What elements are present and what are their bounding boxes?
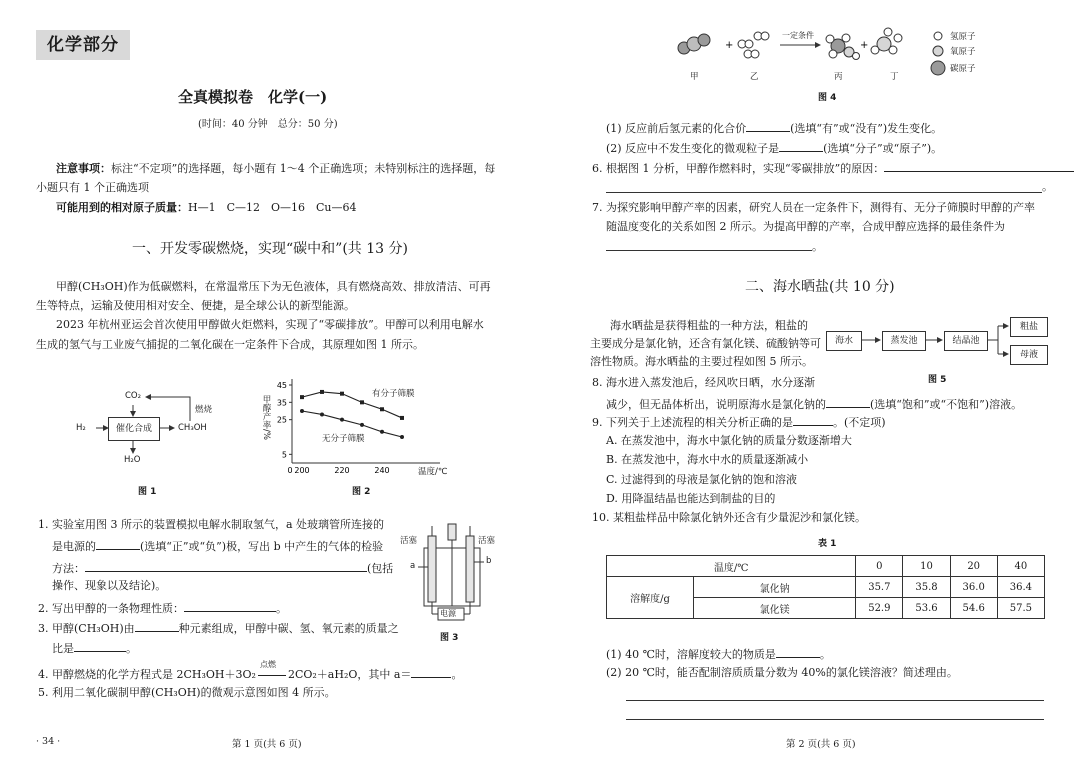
legend-oxygen: 氧原子 xyxy=(950,47,976,57)
notice-line1: 注意事项：标注“不定项”的选择题，每小题有 1～4 个正确选项；未特别标注的选择题，每 xyxy=(56,162,496,175)
q5-1: (1) 反应前后氢元素的化合价 (选填“有”或“没有”)发生变化。 xyxy=(606,122,943,135)
q6: 6. 根据图 1 分析，甲醇作燃料时，实现“零碳排放”的原因： xyxy=(592,160,1074,176)
table1-caption: 表 1 xyxy=(818,539,837,549)
notice-line2: 小题只有 1 个正确选项 xyxy=(36,181,149,194)
fig3-caption: 图 3 xyxy=(440,633,459,643)
table-header-temp: 20 xyxy=(950,556,997,577)
answer-blank-q9[interactable] xyxy=(793,414,833,426)
table-cell: 57.5 xyxy=(997,598,1044,619)
option-c[interactable]: C. 过滤得到的母液是氯化钠的饱和溶液 xyxy=(606,473,798,486)
answer-line-q10-2b[interactable] xyxy=(626,719,1044,720)
table-row-label: 溶解度/g xyxy=(607,577,694,619)
chart-y-tick-label: 35 xyxy=(276,398,287,408)
q9: 9. 下列关于上述流程的相关分析正确的是 。(不定项) xyxy=(592,416,886,429)
q5: 5. 利用二氧化碳制甲醇(CH₃OH)的微观示意图如图 4 所示。 xyxy=(38,686,336,699)
right-footer: 第 2 页(共 6 页) xyxy=(786,739,856,750)
chart-xlabel: 温度/℃ xyxy=(418,467,448,477)
chart-point xyxy=(300,395,304,399)
chart-y-tick-label: 5 xyxy=(281,450,287,460)
fig3-b: b xyxy=(486,556,492,566)
flow-evaporation-pond: 蒸发池 xyxy=(882,331,926,351)
table-header-label: 温度/℃ xyxy=(607,556,856,577)
chart-point xyxy=(380,407,384,411)
q7-period: 。 xyxy=(812,240,823,253)
table-cell: 36.0 xyxy=(950,577,997,598)
para2-line2: 生成的氢气与工业废气捕捉的二氧化碳在一定条件下合成，其原理如图 1 所示。 xyxy=(36,338,424,351)
answer-blank-q1a[interactable] xyxy=(96,538,140,550)
svg-text:+: + xyxy=(725,40,734,51)
atomic-mass: 可能用到的相对原子质量：H—1 C—12 O—16 Cu—64 xyxy=(56,201,357,214)
section1-heading: 一、开发零碳燃烧，实现“碳中和”(共 13 分) xyxy=(132,241,408,257)
flow-mother-liquor: 母液 xyxy=(1010,345,1048,365)
flow-crude-salt: 粗盐 xyxy=(1010,317,1048,337)
fig4-caption: 图 4 xyxy=(818,93,837,103)
table-header-temp: 0 xyxy=(856,556,903,577)
table-cell: 53.6 xyxy=(903,598,950,619)
answer-blank-q8[interactable] xyxy=(826,396,870,408)
fig1-co2: CO₂ xyxy=(125,391,142,401)
answer-blank-q6a[interactable] xyxy=(884,160,1074,172)
fig4-yi: 乙 xyxy=(750,72,759,82)
q6-period: 。 xyxy=(1042,180,1053,193)
option-a[interactable]: A. 在蒸发池中，海水中氯化钠的质量分数逐渐增大 xyxy=(606,434,852,447)
fig3-valve-left: 活塞 xyxy=(400,536,418,546)
para1-line1: 甲醇(CH₃OH)作为低碳燃料，在常温常压下为无色液体，具有燃烧高效、排放清洁、可再 xyxy=(56,280,491,293)
table-header-temp: 10 xyxy=(903,556,950,577)
chart-point xyxy=(380,430,384,434)
q8-line2: 减少，但无晶体析出，说明原海水是氯化钠的 (选填“饱和”或“不饱和”)溶液。 xyxy=(606,398,1023,411)
fig1-burn: 燃烧 xyxy=(195,405,213,415)
para3-line3: 溶性物质。海水晒盐的主要过程如图 5 所示。 xyxy=(590,355,813,368)
table-row xyxy=(607,577,1045,598)
q10: 10. 某粗盐样品中除氯化钠外还含有少量泥沙和氯化镁。 xyxy=(592,511,866,524)
answer-blank-q3a[interactable] xyxy=(135,620,179,632)
chart-point xyxy=(320,390,324,394)
fig1-catalysis-box: 催化合成 xyxy=(108,417,160,441)
answer-line-q7[interactable] xyxy=(606,250,812,251)
answer-blank-q2[interactable] xyxy=(184,600,276,612)
exam-title: 全真模拟卷 化学(一) xyxy=(178,88,328,106)
q1-line1: 1. 实验室用图 3 所示的装置模拟电解水制取氢气，a 处玻璃管所连接的 xyxy=(38,518,385,531)
chart-x-tick-label: 220 xyxy=(334,466,350,475)
fig1-h2o: H₂O xyxy=(124,455,141,465)
chart-y-tick-label: 25 xyxy=(276,415,287,425)
table-cell: 35.7 xyxy=(856,577,903,598)
fig1-caption: 图 1 xyxy=(138,487,157,497)
chart-point xyxy=(300,409,304,413)
series-label-with: 有分子筛膜 xyxy=(372,389,415,399)
answer-blank-q10-1[interactable] xyxy=(776,646,820,658)
chart-y-tick-label: 45 xyxy=(276,381,287,390)
fig3-power: 电源 xyxy=(440,609,456,618)
chart-point xyxy=(400,416,404,420)
figure-2-chart xyxy=(260,375,460,480)
page-number: · 34 · xyxy=(36,736,61,747)
fig4-jia: 甲 xyxy=(690,72,699,82)
left-footer: 第 1 页(共 6 页) xyxy=(232,739,302,750)
chart-point xyxy=(340,418,344,422)
q8-line1: 8. 海水进入蒸发池后，经风吹日晒，水分逐渐 xyxy=(592,376,815,389)
table-substance: 氯化镁 xyxy=(694,598,856,619)
q10-2: (2) 20 ℃时，能否配制溶质质量分数为 40%的氯化镁溶液？简述理由。 xyxy=(606,666,958,679)
chart-x-tick-label: 240 xyxy=(374,466,390,475)
para3-line2: 主要成分是氯化钠，还含有氯化镁、硫酸钠等可 xyxy=(590,337,821,350)
section-badge: 化学部分 xyxy=(36,30,130,60)
fig3-a: a xyxy=(410,561,416,571)
fig1-h2: H₂ xyxy=(76,423,86,433)
flow-seawater: 海水 xyxy=(826,331,862,351)
answer-blank-q5-1[interactable] xyxy=(746,120,790,132)
q4: 4. 甲醇燃烧的化学方程式是 2CH₃OH＋3O₂ 点燃 2CO₂＋aH₂O，其中 a＝ 。 xyxy=(38,660,463,681)
fig1-ch3oh: CH₃OH xyxy=(178,423,207,433)
chart-point xyxy=(340,392,344,396)
series-label-without: 无分子筛膜 xyxy=(322,434,365,444)
answer-blank-q3b[interactable] xyxy=(74,640,126,652)
answer-blank-q5-2[interactable] xyxy=(779,140,823,152)
fig5-caption: 图 5 xyxy=(928,375,947,385)
chart-point xyxy=(400,435,404,439)
q7-line1: 7. 为探究影响甲醇产率的因素，研究人员在一定条件下，测得有、无分子筛膜时甲醇的产率 xyxy=(592,201,1035,214)
chart-x-tick-label: 200 xyxy=(294,466,310,475)
q10-1: (1) 40 ℃时，溶解度较大的物质是 。 xyxy=(606,648,831,661)
figure-1 xyxy=(70,385,250,485)
option-d[interactable]: D. 用降温结晶也能达到制盐的目的 xyxy=(606,492,776,505)
table-cell: 35.8 xyxy=(903,577,950,598)
legend-hydrogen: 氢原子 xyxy=(950,32,976,42)
q3-line2: 比是 。 xyxy=(52,642,137,655)
flow-crystallization-pond: 结晶池 xyxy=(944,331,988,351)
chart-x-tick-label: 0 xyxy=(287,466,293,475)
table-cell: 54.6 xyxy=(950,598,997,619)
legend-carbon: 碳原子 xyxy=(950,64,976,74)
table-cell: 36.4 xyxy=(997,577,1044,598)
fig4-ding: 丁 xyxy=(890,72,899,82)
table-cell: 52.9 xyxy=(856,598,903,619)
chart-point xyxy=(360,423,364,427)
time-info: (时间：40 分钟 总分：50 分) xyxy=(198,119,338,130)
q1-line3: 方法： (包括 xyxy=(52,562,394,575)
answer-blank-q4[interactable] xyxy=(411,666,451,678)
para3-line1: 海水晒盐是获得粗盐的一种方法，粗盐的 xyxy=(610,319,808,332)
para1-line2: 生等特点，运输及使用相对安全、便捷，是全球公认的新型能源。 xyxy=(36,299,355,312)
answer-blank-q1b[interactable] xyxy=(85,560,367,572)
fig4-bing: 丙 xyxy=(834,72,843,82)
figure-3 xyxy=(398,518,508,626)
q1-line2: 是电源的 (选填“正”或“负”)极，写出 b 中产生的气体的检验 xyxy=(52,540,384,553)
q7-line2: 随温度变化的关系如图 2 所示。为提高甲醇的产率，合成甲醇应选择的最佳条件为 xyxy=(606,220,1005,233)
figure-4 xyxy=(670,24,990,94)
answer-line-q10-2a[interactable] xyxy=(626,700,1044,701)
fig4-condition: 一定条件 xyxy=(782,31,814,40)
q5-2: (2) 反应中不发生变化的微观粒子是 (选填“分子”或“原子”)。 xyxy=(606,142,943,155)
option-b[interactable]: B. 在蒸发池中，海水中水的质量逐渐减小 xyxy=(606,453,809,466)
solubility-table xyxy=(606,555,1045,619)
q3-line1: 3. 甲醇(CH₃OH)由 种元素组成，甲醇中碳、氢、氧元素的质量之 xyxy=(38,622,399,635)
q2: 2. 写出甲醇的一条物理性质： 。 xyxy=(38,602,287,615)
svg-text:+: + xyxy=(860,40,869,51)
table-row xyxy=(607,556,1045,577)
fig3-valve-right: 活塞 xyxy=(478,536,496,546)
fig2-caption: 图 2 xyxy=(352,487,371,497)
chart-point xyxy=(360,400,364,404)
table-substance: 氯化钠 xyxy=(694,577,856,598)
answer-line-q6b[interactable] xyxy=(606,192,1042,193)
chart-point xyxy=(320,412,324,416)
chart-ylabel: 甲醇产率/% xyxy=(261,395,271,440)
para2-line1: 2023 年杭州亚运会首次使用甲醇做火炬燃料，实现了“零碳排放”。甲醇可以利用电解水 xyxy=(56,318,484,331)
figure-5 xyxy=(826,315,1051,370)
section2-heading: 二、海水晒盐(共 10 分) xyxy=(745,279,895,295)
q1-line4: 操作、现象以及结论)。 xyxy=(52,579,167,592)
table-header-temp: 40 xyxy=(997,556,1044,577)
